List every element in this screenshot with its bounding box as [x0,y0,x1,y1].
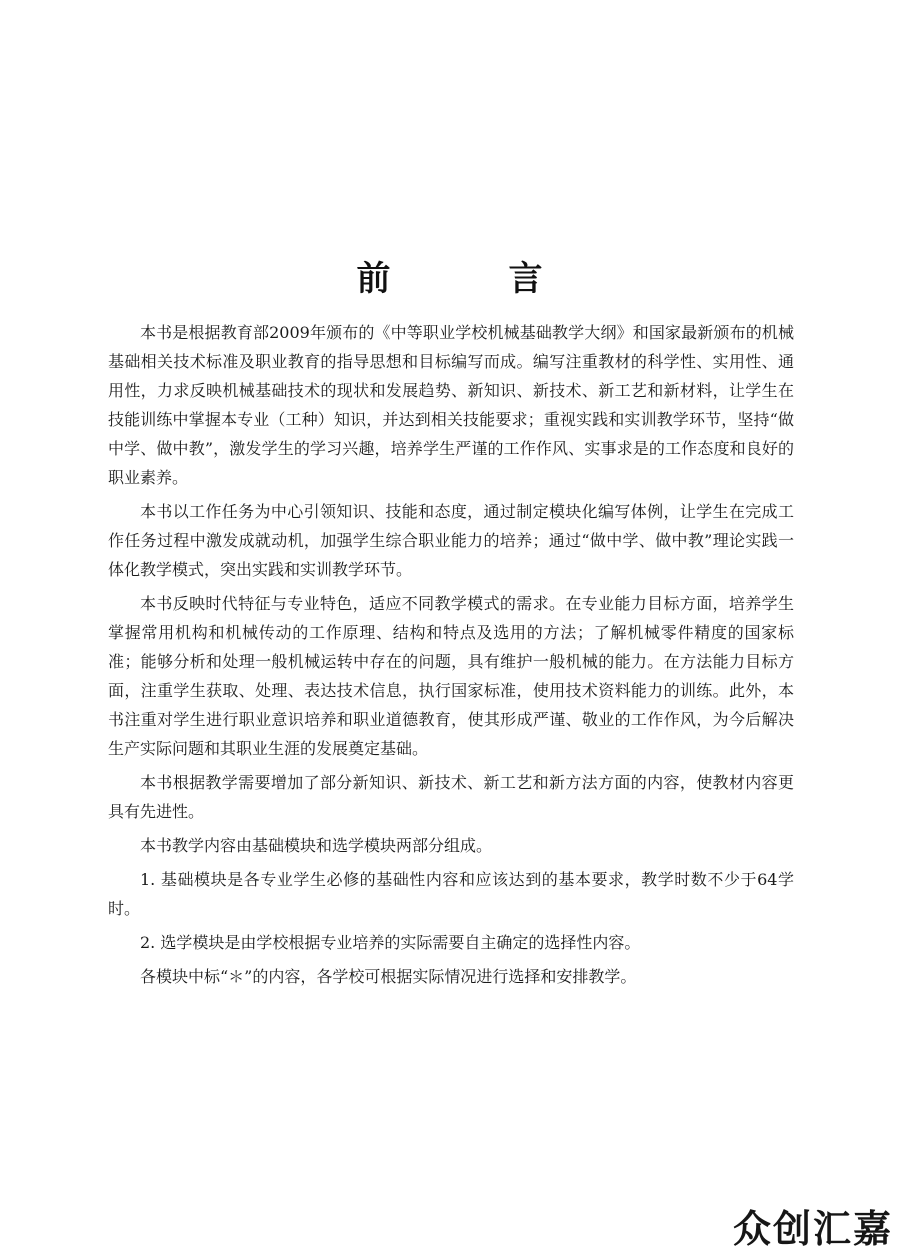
paragraph: 本书反映时代特征与专业特色，适应不同教学模式的需求。在专业能力目标方面，培养学生掌握常用机构和机械传动的工作原理、结构和特点及选用的方法；了解机械零件精度的国家标准；能够分析和处理一般机械运转中存在的问题，具有维护一般机械的能力。在方法能力目标方面，注重学生获取、处理、表达技术信息，执行国家标准，使用技术资料能力的训练。此外，本书注重对学生进行职业意识培养和职业道德教育，使其形成严谨、敬业的工作作风，为今后解决生产实际问题和其职业生涯的发展奠定基础。 [108,594,794,758]
paragraph: 1. 基础模块是各专业学生必修的基础性内容和应该达到的基本要求，教学时数不少于64学时。 [108,870,794,918]
paragraph: 2. 选学模块是由学校根据专业培养的实际需要自主确定的选择性内容。 [140,933,641,952]
paragraph: 本书根据教学需要增加了部分新知识、新技术、新工艺和新方法方面的内容，使教材内容更具有先进性。 [108,773,794,821]
paragraph: 各模块中标“＊”的内容，各学校可根据实际情况进行选择和安排教学。 [140,967,637,986]
preface-body [108,318,794,996]
paragraph: 本书教学内容由基础模块和选学模块两部分组成。 [140,836,493,855]
page-title: 前 言 [356,259,585,299]
paragraph: 本书是根据教育部2009年颁布的《中等职业学校机械基础教学大纲》和国家最新颁布的机械基础相关技术标准及职业教育的指导思想和目标编写而成。编写注重教材的科学性、实用性、通用性，力求反映机械基础技术的现状和发展趋势、新知识、新技术、新工艺和新材料，让学生在技能训练中掌握本专业（工种）知识，并达到相关技能要求；重视实践和实训教学环节，坚持“做中学、做中教”，激发学生的学习兴趣，培养学生严谨的工作作风、实事求是的工作态度和良好的职业素养。 [108,323,794,487]
paragraph: 本书以工作任务为中心引领知识、技能和态度，通过制定模块化编写体例，让学生在完成工作任务过程中激发成就动机，加强学生综合职业能力的培养；通过“做中学、做中教”理论实践一体化教学模式，突出实践和实训教学环节。 [108,502,794,579]
watermark-logo: 众创汇嘉 [732,1207,893,1251]
